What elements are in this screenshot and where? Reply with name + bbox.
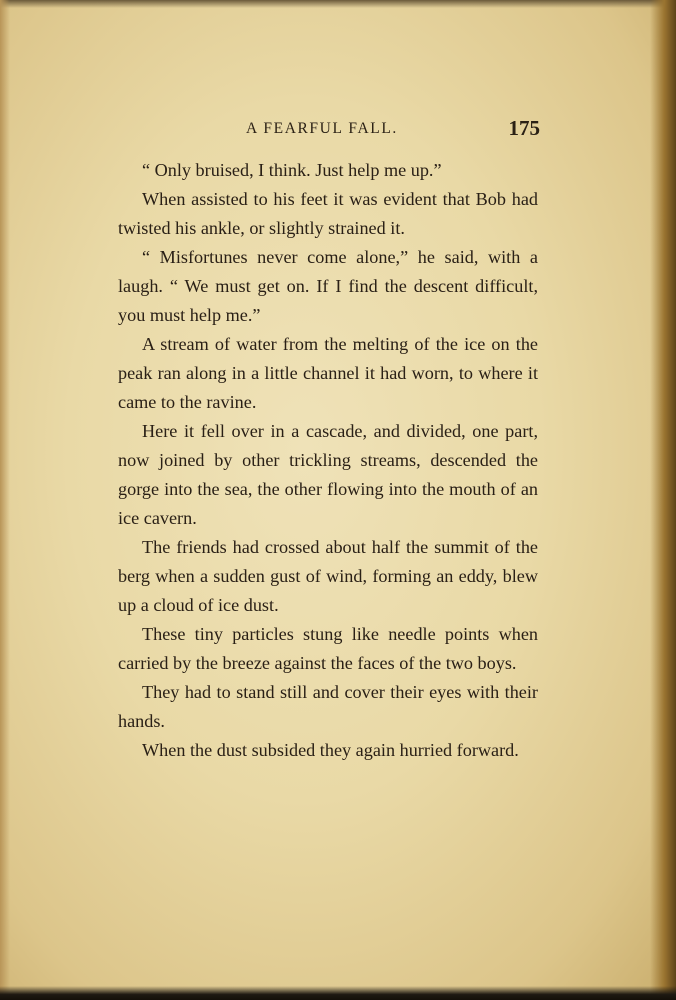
page-bottom-edge [0,986,676,1000]
paragraph: A stream of water from the melting of the ice on the peak ran along in a little channel it had worn, to where it came to the ravine. [118,334,538,412]
page-right-edge [650,0,676,1000]
page-number: 175 [508,116,540,140]
paragraph: When assisted to his feet it was evident that Bob had twisted his ankle, or slightly strained it. [118,189,538,238]
page-top-edge [0,0,676,8]
paragraph: When the dust subsided they again hurried forward. [142,740,519,760]
paragraph: Here it fell over in a cascade, and divided, one part, now joined by other trickling streams, descended the gorge into the sea, the other flowing into the mouth of an ice cavern. [118,421,538,528]
paragraph: They had to stand still and cover their eyes with their hands. [118,682,538,731]
page-left-edge [0,0,10,1000]
running-head: A FEARFUL FALL. [246,120,398,137]
paragraph: “ Only bruised, I think. Just help me up.” [142,160,442,180]
paragraph: The friends had crossed about half the summit of the berg when a sudden gust of wind, forming an eddy, blew up a cloud of ice dust. [118,537,538,615]
page-body [118,156,538,765]
paragraph: These tiny particles stung like needle points when carried by the breeze against the faces of the two boys. [118,624,538,673]
paragraph: “ Misfortunes never come alone,” he said, with a laugh. “ We must get on. If I find the descent difficult, you must help me.” [118,247,538,325]
page-header [118,112,544,152]
